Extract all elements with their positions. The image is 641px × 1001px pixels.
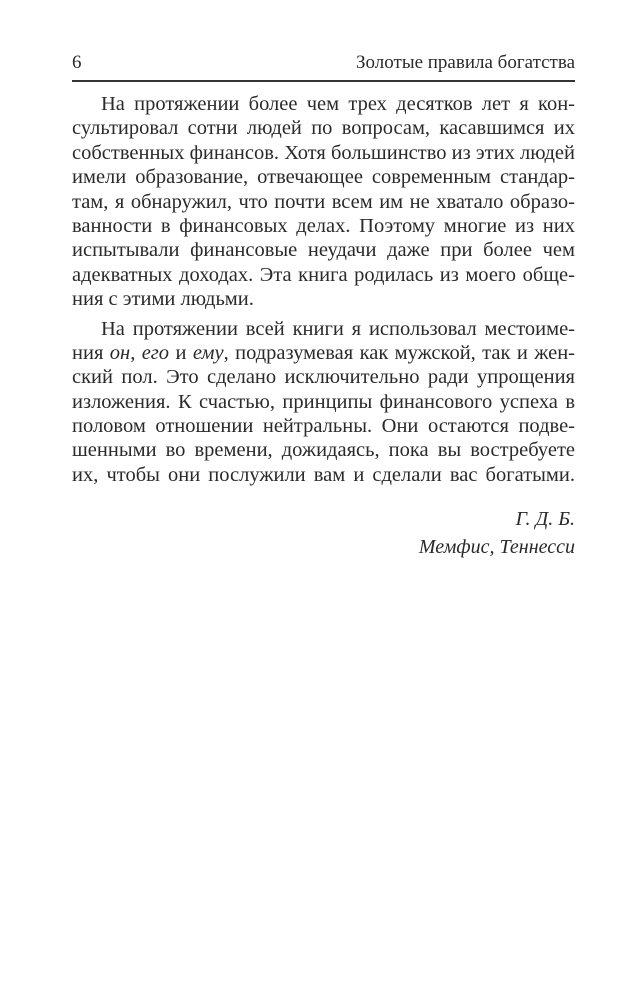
signature-initials: Г. Д. Б. xyxy=(515,508,575,530)
body-text xyxy=(72,92,575,487)
paragraph-2 xyxy=(72,317,575,488)
text-segment: , xyxy=(130,341,142,364)
text-line: На протяжении всей книги я использовал местоиме- xyxy=(101,317,575,340)
text-line: испытывали финансовые неудачи даже при более чем xyxy=(72,239,575,262)
text-line: имели образование, отвечающее современным стандар- xyxy=(72,166,575,189)
page-number: 6 xyxy=(72,52,82,73)
text-segment: и xyxy=(169,341,193,364)
text-segment: , подразумевая как мужской, так и жен- xyxy=(223,341,575,364)
text-line: половом отношении нейтральны. Они остаются подве- xyxy=(72,415,575,438)
text-line xyxy=(72,341,575,365)
signature-place: Мемфис, Теннесси xyxy=(418,536,575,558)
text-line: адекватных доходах. Эта книга родилась из моего обще- xyxy=(72,263,575,286)
header-rule xyxy=(72,80,575,82)
running-header xyxy=(72,52,575,76)
paragraph-1 xyxy=(72,92,575,312)
italic-word: ему xyxy=(192,341,224,364)
signature xyxy=(419,505,575,561)
running-title: Золотые правила богатства xyxy=(356,52,575,73)
text-line: ванности в финансовых делах. Поэтому многие из них xyxy=(72,214,575,237)
text-line: На протяжении более чем трех десятков лет я кон- xyxy=(101,93,575,115)
text-line: ский пол. Это сделано исключительно ради упрощения xyxy=(72,366,575,389)
text-line: собственных финансов. Хотя большинство из этих людей xyxy=(72,141,575,164)
text-line: шенными во времени, дожидаясь, пока вы востребуете xyxy=(72,439,575,462)
text-line: сультировал сотни людей по вопросам, касавшимся их xyxy=(72,117,575,140)
italic-word: его xyxy=(141,341,170,364)
text-line: их, чтобы они послужили вам и сделали вас богатыми. xyxy=(72,463,575,486)
text-line: изложения. К счастью, принципы финансового успеха в xyxy=(72,390,575,413)
italic-word: он xyxy=(109,341,131,364)
text-line: там, я обнаружил, что почти всем им не хватало образо- xyxy=(72,190,575,213)
text-line: ния с этими людьми. xyxy=(72,288,254,311)
text-segment: ния xyxy=(72,341,110,364)
